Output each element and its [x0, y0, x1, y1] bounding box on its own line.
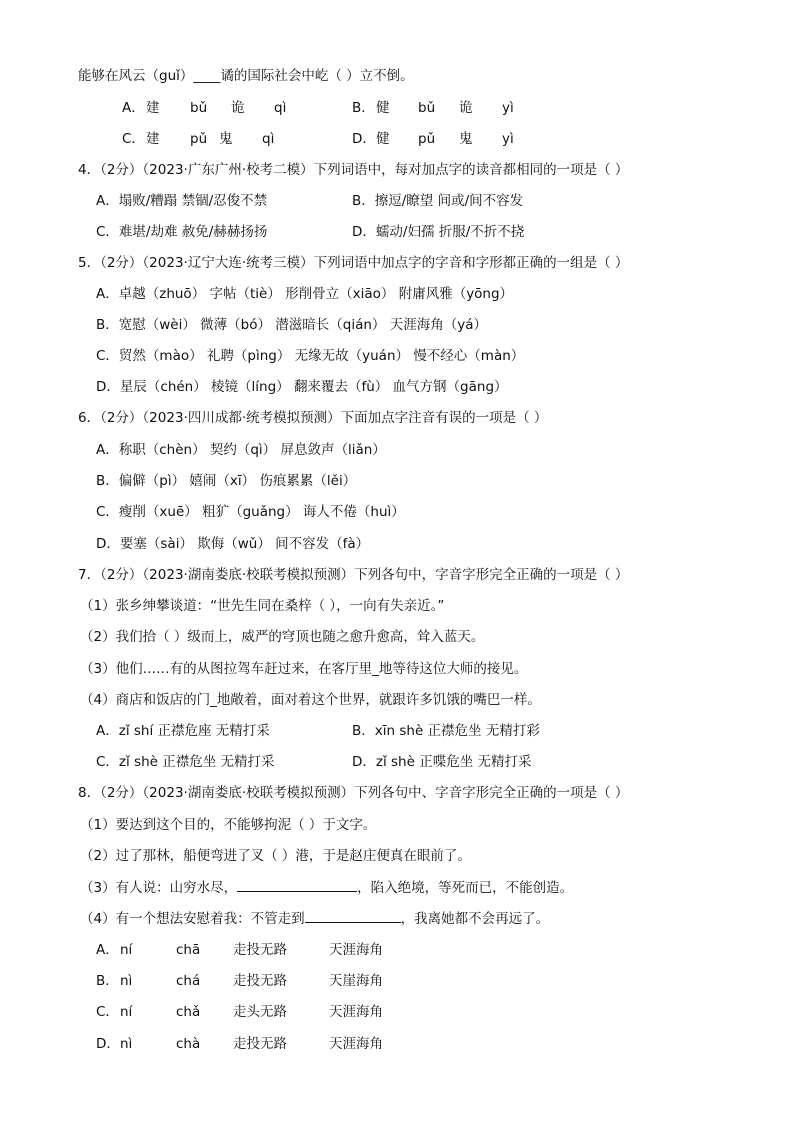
q3-option-d-letter: D． [352, 131, 376, 147]
q8-sentence-2: （2）过了那林，船便弯进了叉（ ）港，于是赵庄便真在眼前了。 [80, 848, 471, 864]
q8-option-a-cell: ní [120, 942, 133, 958]
q4-option-b: B．擦逗/瞭望 间或/间不容发 [352, 193, 524, 209]
q7-option-b: B．xīn shè 正襟危坐 无精打彩 [352, 723, 540, 739]
q7-option-c: C．zǐ shè 正襟危坐 无精打采 [96, 754, 275, 770]
q8-sentence-4 [80, 908, 549, 929]
q8-option-d-cell: 天涯海角 [329, 1036, 383, 1052]
q8-option-a-cell: chā [176, 942, 201, 958]
q7-sentence-4: （4）商店和饭店的门_地敞着，面对着这个世界，就跟许多饥饿的嘴巴一样。 [80, 692, 541, 708]
q7-option-a: A．zǐ shí 正襟危座 无精打采 [96, 723, 270, 739]
q8-option-a-cell: 天涯海角 [329, 942, 383, 958]
q8-sentence-3-pre: （3）有人说：山穷水尽， [80, 880, 238, 896]
q8-option-c-letter: C． [96, 1004, 119, 1020]
q5-option-a: A．卓越（zhuō） 字帖（tiè） 形削骨立（xiāo） 附庸风雅（yōng） [96, 286, 514, 302]
q6-option-d: D．要塞（sài） 欺侮（wǔ） 间不容发（fà） [96, 536, 370, 552]
q3-option-d-cell: 鬼 [459, 131, 473, 147]
q3-option-b-cell: 诡 [459, 100, 473, 116]
q3-option-c-cell: 鬼 [219, 131, 233, 147]
q3-option-c-cell: qì [262, 131, 275, 147]
q3-option-d-cell: yì [502, 131, 514, 147]
q8-option-a-letter: A． [96, 942, 119, 958]
q7-sentence-2: （2）我们拾（ ）级而上，威严的穹顶也随之愈升愈高，耸入蓝天。 [80, 629, 485, 645]
q3-option-a-cell: 建 [146, 100, 160, 116]
q7-sentence-1: （1）张乡绅攀谈道：“世先生同在桑梓（ ），一向有失亲近。” [80, 598, 445, 614]
q8-option-d-cell: chà [176, 1036, 201, 1052]
q3-option-a-cell: qì [274, 100, 287, 116]
q3-option-b-cell: yì [502, 100, 514, 116]
q4-option-d: D．蠕动/妇孺 折服/不折不挠 [352, 224, 525, 240]
q8-option-a-cell: 走投无路 [233, 942, 287, 958]
q3-option-d-cell: 健 [376, 131, 390, 147]
q8-option-c-cell: 天涯海角 [329, 1004, 383, 1020]
q3-option-a-cell: bǔ [190, 100, 208, 116]
q3-option-c-cell: pǔ [190, 131, 208, 147]
q3-option-a-cell: 诡 [231, 100, 245, 116]
question-8-stem: 8．（2分）（2023·湖南娄底·校联考模拟预测）下列各句中、字音字形完全正确的一项是（ ） [78, 785, 629, 801]
q6-option-c: C．瘦削（xuē） 粗犷（guǎng） 诲人不倦（huì） [96, 504, 405, 520]
question-7-stem: 7．（2分）（2023·湖南娄底·校联考模拟预测）下列各句中，字音字形完全正确的一项是（ ） [78, 567, 629, 583]
q6-option-b: B．偏僻（pì） 嬉闹（xī） 伤痕累累（lěi） [96, 473, 357, 489]
q8-option-c-cell: ní [120, 1004, 133, 1020]
q8-option-b-cell: chá [176, 973, 201, 989]
q8-sentence-3-blank [237, 877, 357, 892]
q5-option-c: C．贸然（mào） 礼聘（pìng） 无缘无故（yuán） 慢不经心（màn） [96, 348, 525, 364]
q3-option-b-cell: bǔ [418, 100, 436, 116]
q3-option-d-cell: pǔ [418, 131, 436, 147]
question-3-stem-tail: 能够在风云（guǐ）____谲的国际社会中屹（ ）立不倒。 [78, 68, 414, 84]
q3-option-a-letter: A． [122, 100, 145, 116]
q8-option-b-cell: nì [120, 973, 133, 989]
q5-option-b: B．宽慰（wèi） 微薄（bó） 潜滋暗长（qián） 天涯海角（yá） [96, 317, 487, 333]
q8-option-b-cell: 天崖海角 [329, 973, 383, 989]
q7-option-d: D．zǐ shè 正喋危坐 无精打采 [352, 754, 532, 770]
q3-option-c-letter: C． [122, 131, 145, 147]
q8-sentence-3-post: ，陷入绝境，等死而已，不能创造。 [357, 880, 574, 896]
q8-sentence-3 [80, 877, 573, 898]
question-4-stem: 4．（2分）（2023·广东广州·校考二模）下列词语中，每对加点字的读音都相同的一项是（ ） [78, 162, 629, 178]
q8-option-b-letter: B． [96, 973, 119, 989]
question-5-stem: 5．（2分）（2023·辽宁大连·统考三模）下列词语中加点字的字音和字形都正确的一组是（ ） [78, 255, 629, 271]
question-6-stem: 6．（2分）（2023·四川成都·统考模拟预测）下面加点字注音有误的一项是（ ） [78, 410, 548, 426]
q8-option-d-cell: nì [120, 1036, 133, 1052]
q8-sentence-4-blank [305, 908, 401, 923]
q8-option-d-letter: D． [96, 1036, 120, 1052]
q5-option-d: D．星辰（chén） 棱镜（líng） 翻来覆去（fù） 血气方钢（gāng） [96, 379, 508, 395]
q3-option-b-cell: 健 [376, 100, 390, 116]
q6-option-a: A．称职（chèn） 契约（qì） 屏息敛声（liǎn） [96, 442, 386, 458]
q8-sentence-4-pre: （4）有一个想法安慰着我：不管走到 [80, 911, 305, 927]
q7-sentence-3: （3）他们……有的从图拉驾车赶过来，在客厅里_地等待这位大师的接见。 [80, 661, 528, 677]
q3-option-c-cell: 建 [146, 131, 160, 147]
q3-option-b-letter: B． [352, 100, 375, 116]
q8-option-d-cell: 走投无路 [233, 1036, 287, 1052]
q4-option-a: A．塌败/糟蹋 禁锢/忍俊不禁 [96, 193, 268, 209]
q8-sentence-1: （1）要达到这个目的，不能够拘泥（ ）于文字。 [80, 817, 377, 833]
q4-option-c: C．难堪/劫难 赦免/赫赫扬扬 [96, 224, 268, 240]
q8-option-c-cell: chǎ [176, 1004, 201, 1020]
q8-option-b-cell: 走投无路 [233, 973, 287, 989]
q8-sentence-4-post: ，我离她都不会再远了。 [400, 911, 550, 927]
q8-option-c-cell: 走头无路 [233, 1004, 287, 1020]
